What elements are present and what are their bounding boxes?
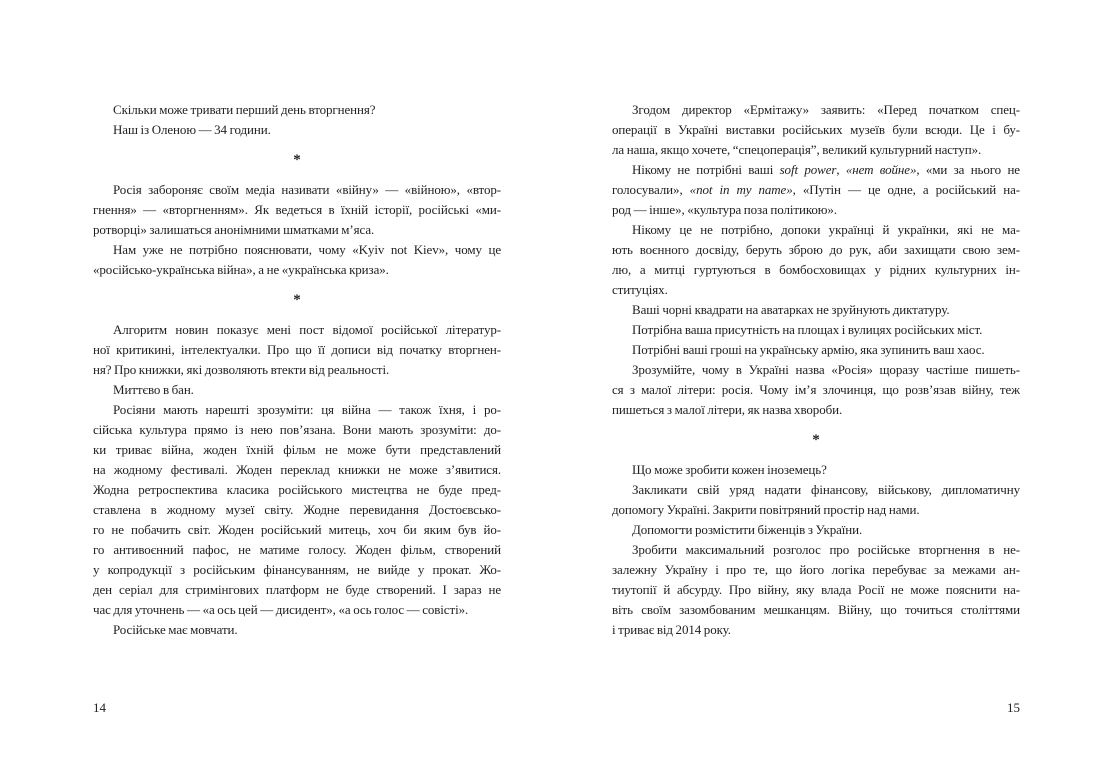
text-line: тиутопії й абсурду. Про війну, яку влада Росії не може пояснити на- xyxy=(612,582,1020,597)
text-line: ся з малої літери: росія. Чому ім’я злочинця, що розв’язав війну, теж xyxy=(612,382,1020,397)
text-line: ної критикині, інтелектуалки. Про що її дописи від початку вторгнен- xyxy=(93,342,501,357)
section-separator-asterisk: * xyxy=(293,292,301,308)
text-line: Допомогти розмістити біженців з України. xyxy=(632,522,863,537)
text-line: лю, а митці гуртуються в бомбосховищах у рідних культурних ін- xyxy=(612,262,1020,277)
text-line: род — інше», «культура поза політикою». xyxy=(612,202,837,217)
text-line: операції в Україні виставки російських музеїв були всюди. Це і бу- xyxy=(612,122,1020,137)
text-line: ротворці» залишаться анонімними шматками м’яса. xyxy=(93,222,375,237)
text-line: Миттєво в бан. xyxy=(113,382,194,397)
text-line: Згодом директор «Ермітажу» заявить: «Перед початком спец- xyxy=(632,102,1020,117)
text-line: Скільки може тривати перший день вторгнення? xyxy=(113,102,376,117)
text-line: Потрібні ваші гроші на українську армію, яка зупинить ваш хаос. xyxy=(632,342,985,357)
text-line: час для уточнень — «а ось цей — дисидент», «а ось голос — совісті». xyxy=(93,602,469,617)
text-line: Нам уже не потрібно пояснювати, чому «Kyiv not Kiev», чому це xyxy=(113,242,501,257)
text-line: ституціях. xyxy=(612,282,668,297)
text-line: го не побачить світ. Жоден російський митець, хоч би яким був йо- xyxy=(93,522,501,537)
text-line: ден серіал для стримінгових платформ не буде створений. І зараз не xyxy=(93,582,501,597)
text-line: залежну Україну і про те, що його логіка перебуває за межами ан- xyxy=(612,562,1020,577)
text-line: Зробити максимальний розголос про російське вторгнення в не- xyxy=(632,542,1020,557)
text-line: ють воєнного досвіду, беруть зброю до рук, аби захищати свою зем- xyxy=(612,242,1020,257)
text-line: у копродукції з російським фінансуванням, не вийде у прокат. Жо- xyxy=(93,562,501,577)
text-line: Що може зробити кожен іноземець? xyxy=(632,462,827,477)
text-line: ня? Про книжки, які дозволяють втекти від реальності. xyxy=(93,362,390,377)
section-separator-asterisk: * xyxy=(293,152,301,168)
text-line: го антивоєнний пафос, не матиме голосу. Жоден фільм, створений xyxy=(93,542,501,557)
text-line: пишеться з малої літери, як назва хвороби. xyxy=(612,402,843,417)
text-line: Нікому не потрібні ваші soft power, «нет войне», «ми за нього не xyxy=(632,162,1020,177)
page-right-text-column xyxy=(612,100,1020,640)
text-line: на жодному фестивалі. Жоден переклад книжки не може з’явитися. xyxy=(93,462,501,477)
text-line: Ваші чорні квадрати на аватарках не зруйнують диктатуру. xyxy=(632,302,950,317)
text-line: Потрібна ваша присутність на площах і вулицях російських міст. xyxy=(632,322,983,337)
text-line: Закликати свій уряд надати фінансову, військову, дипломатичну xyxy=(632,482,1020,497)
text-line: Алгоритм новин показує мені пост відомої російської літератур- xyxy=(113,322,501,337)
section-separator-asterisk: * xyxy=(812,432,820,448)
text-line: Росіяни мають нарешті зрозуміти: ця війна — також їхня, і ро- xyxy=(113,402,501,417)
text-line: сійська культура прямо із нею пов’язана. Вони мають зрозуміти: до- xyxy=(93,422,501,437)
text-line: ла наша, якщо хочете, “спецоперація”, великий культурний наступ». xyxy=(612,142,982,157)
text-line: «російсько-українська війна», а не «українська криза». xyxy=(93,262,389,277)
text-line: ставлена в жодному музеї світу. Жодне перевидання Достоєвсько- xyxy=(93,502,501,517)
text-line: гнення» — «вторгненням». Як ведеться в їхній історії, російські «ми- xyxy=(93,202,501,217)
text-line: Наш із Оленою — 34 години. xyxy=(113,122,271,137)
text-line: і триває від 2014 року. xyxy=(612,622,731,637)
text-line: Нікому це не потрібно, допоки українці й українки, які не ма- xyxy=(632,222,1020,237)
text-line: віть своїм зазомбованим мешканцям. Війну, що точиться століттями xyxy=(612,602,1020,617)
page-left-text-column xyxy=(93,100,501,640)
text-line: Жодна ретроспектива класика російського мистецтва не буде пред- xyxy=(93,482,501,497)
page-number-left: 14 xyxy=(93,700,106,715)
text-line: голосували», «not in my name», «Путін — це одне, а російський на- xyxy=(612,182,1020,197)
text-line: Зрозумійте, чому в Україні назва «Росія» щоразу частіше пишеть- xyxy=(632,362,1020,377)
text-line: ки триває війна, жоден їхній фільм не може бути представлений xyxy=(93,442,501,457)
text-line: допомогу Україні. Закрити повітряний простір над нами. xyxy=(612,502,920,517)
text-line: Російське має мовчати. xyxy=(113,622,238,637)
text-line: Росія забороняє своїм медіа називати «війну» — «війною», «втор- xyxy=(113,182,501,197)
page-number-right: 15 xyxy=(1007,700,1020,715)
